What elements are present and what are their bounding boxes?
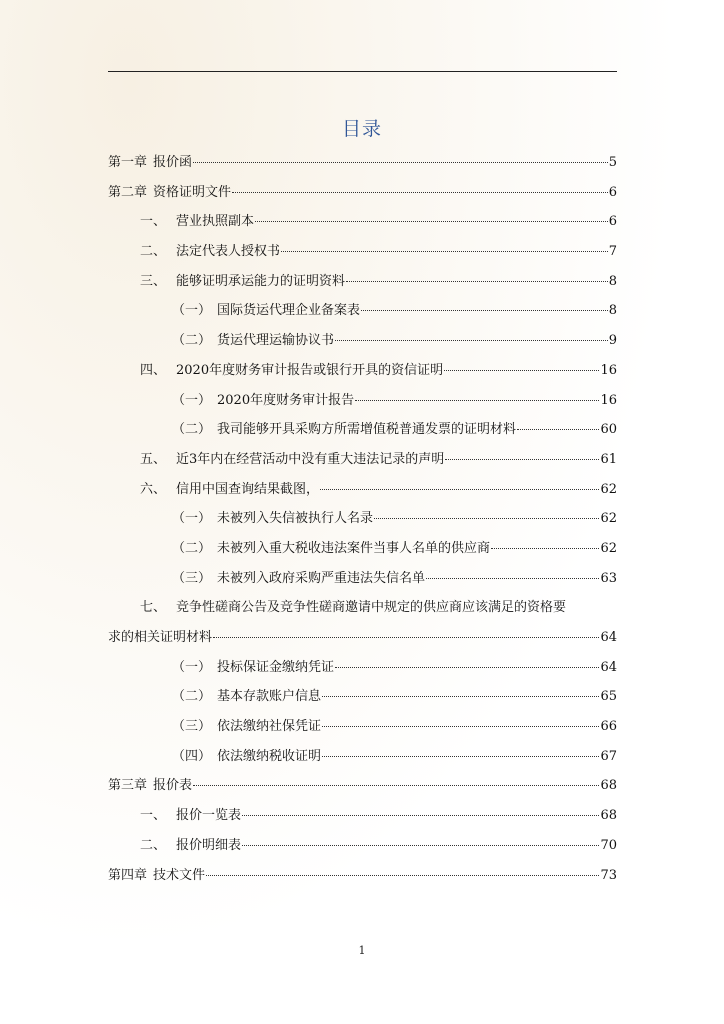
- leader-dots: [193, 162, 608, 163]
- toc-entry[interactable]: 二、 报价明细表 70: [108, 834, 617, 864]
- leader-dots: [445, 459, 599, 460]
- leader-dots: [517, 429, 599, 430]
- page-number: 5: [608, 155, 617, 170]
- leader-dots: [322, 756, 599, 757]
- footer-page-number: 1: [358, 944, 366, 957]
- toc-entry[interactable]: 三、 能够证明承运能力的证明资料 8: [108, 270, 617, 300]
- page-number: 68: [600, 808, 617, 824]
- leader-dots: [193, 785, 599, 786]
- toc-entry[interactable]: （二） 我司能够开具采购方所需增值税普通发票的证明材料 60: [108, 418, 617, 448]
- toc-entry[interactable]: （二） 未被列入重大税收违法案件当事人名单的供应商 62: [108, 537, 617, 567]
- toc-entry[interactable]: （一） 国际货运代理企业备案表 8: [108, 299, 617, 329]
- page-number: 70: [600, 837, 617, 853]
- page-number: 67: [600, 748, 617, 764]
- leader-dots: [322, 726, 599, 727]
- leader-dots: [355, 400, 599, 401]
- page-number: 7: [608, 244, 617, 260]
- leader-dots: [444, 370, 599, 371]
- leader-dots: [320, 489, 599, 490]
- page-number: 8: [608, 273, 617, 289]
- toc-entry[interactable]: （二） 基本存款账户信息 65: [108, 685, 617, 715]
- page-number: 62: [600, 540, 617, 556]
- toc-entry[interactable]: 一、 报价一览表 68: [108, 804, 617, 834]
- toc-entry[interactable]: 六、 信用中国查询结果截图， 62: [108, 478, 617, 508]
- page-number: 65: [600, 689, 617, 705]
- toc-entry[interactable]: 七、 竞争性磋商公告及竞争性磋商邀请中规定的供应商应该满足的资格要: [140, 600, 567, 616]
- page-number: 61: [600, 451, 617, 467]
- leader-dots: [335, 667, 599, 668]
- page-number: 60: [600, 422, 617, 438]
- toc-entry[interactable]: （一） 未被列入失信被执行人名录 62: [108, 507, 617, 537]
- toc-entry[interactable]: 二、 法定代表人授权书 7: [108, 240, 617, 270]
- table-of-contents: [108, 151, 617, 893]
- leader-dots: [206, 875, 599, 876]
- leader-dots: [322, 696, 599, 697]
- toc-entry[interactable]: （三） 未被列入政府采购严重违法失信名单 63: [108, 567, 617, 597]
- page-number: 64: [600, 630, 617, 645]
- leader-dots: [213, 637, 599, 638]
- toc-entry[interactable]: （四） 依法缴纳税收证明 67: [108, 745, 617, 775]
- leader-dots: [374, 518, 599, 519]
- toc-entry[interactable]: 五、 近3年内在经营活动中没有重大违法记录的声明 61: [108, 448, 617, 478]
- page-number: 16: [600, 362, 617, 378]
- toc-entry[interactable]: 四、 2020年度财务审计报告或银行开具的资信证明 16: [108, 359, 617, 389]
- page-number: 63: [600, 570, 617, 586]
- toc-title: 目录: [341, 118, 382, 140]
- leader-dots: [346, 281, 608, 282]
- page-number: 6: [608, 214, 617, 230]
- leader-dots: [335, 340, 608, 341]
- leader-dots: [281, 251, 608, 252]
- toc-entry[interactable]: 第三章 报价表 68: [108, 774, 617, 804]
- header-rule: [108, 71, 617, 72]
- page-number: 73: [600, 867, 617, 883]
- toc-entry[interactable]: （一） 2020年度财务审计报告 16: [108, 389, 617, 419]
- leader-dots: [232, 192, 608, 193]
- page-number: 16: [600, 392, 617, 408]
- toc-entry-continuation[interactable]: 求的相关证明材料 64: [108, 626, 617, 656]
- toc-entry[interactable]: 第四章 技术文件 73: [108, 864, 617, 894]
- leader-dots: [242, 845, 599, 846]
- toc-entry[interactable]: （一） 投标保证金缴纳凭证 64: [108, 656, 617, 686]
- leader-dots: [491, 548, 599, 549]
- page-number: 68: [600, 778, 617, 794]
- page-number: 64: [600, 659, 617, 675]
- page-number: 8: [608, 303, 617, 319]
- leader-dots: [426, 578, 599, 579]
- page-number: 62: [600, 511, 617, 527]
- leader-dots: [255, 221, 608, 222]
- toc-entry[interactable]: 第二章 资格证明文件 6: [108, 181, 617, 211]
- toc-entry[interactable]: 第一章 报价函 5: [108, 151, 617, 181]
- page-number: 9: [608, 333, 617, 349]
- page-number: 66: [600, 719, 617, 735]
- toc-entry[interactable]: 一、 营业执照副本 6: [108, 210, 617, 240]
- leader-dots: [361, 310, 608, 311]
- toc-entry[interactable]: （二） 货运代理运输协议书 9: [108, 329, 617, 359]
- page-number: 62: [600, 481, 617, 497]
- page-number: 6: [608, 184, 617, 200]
- leader-dots: [242, 815, 599, 816]
- toc-entry[interactable]: （三） 依法缴纳社保凭证 66: [108, 715, 617, 745]
